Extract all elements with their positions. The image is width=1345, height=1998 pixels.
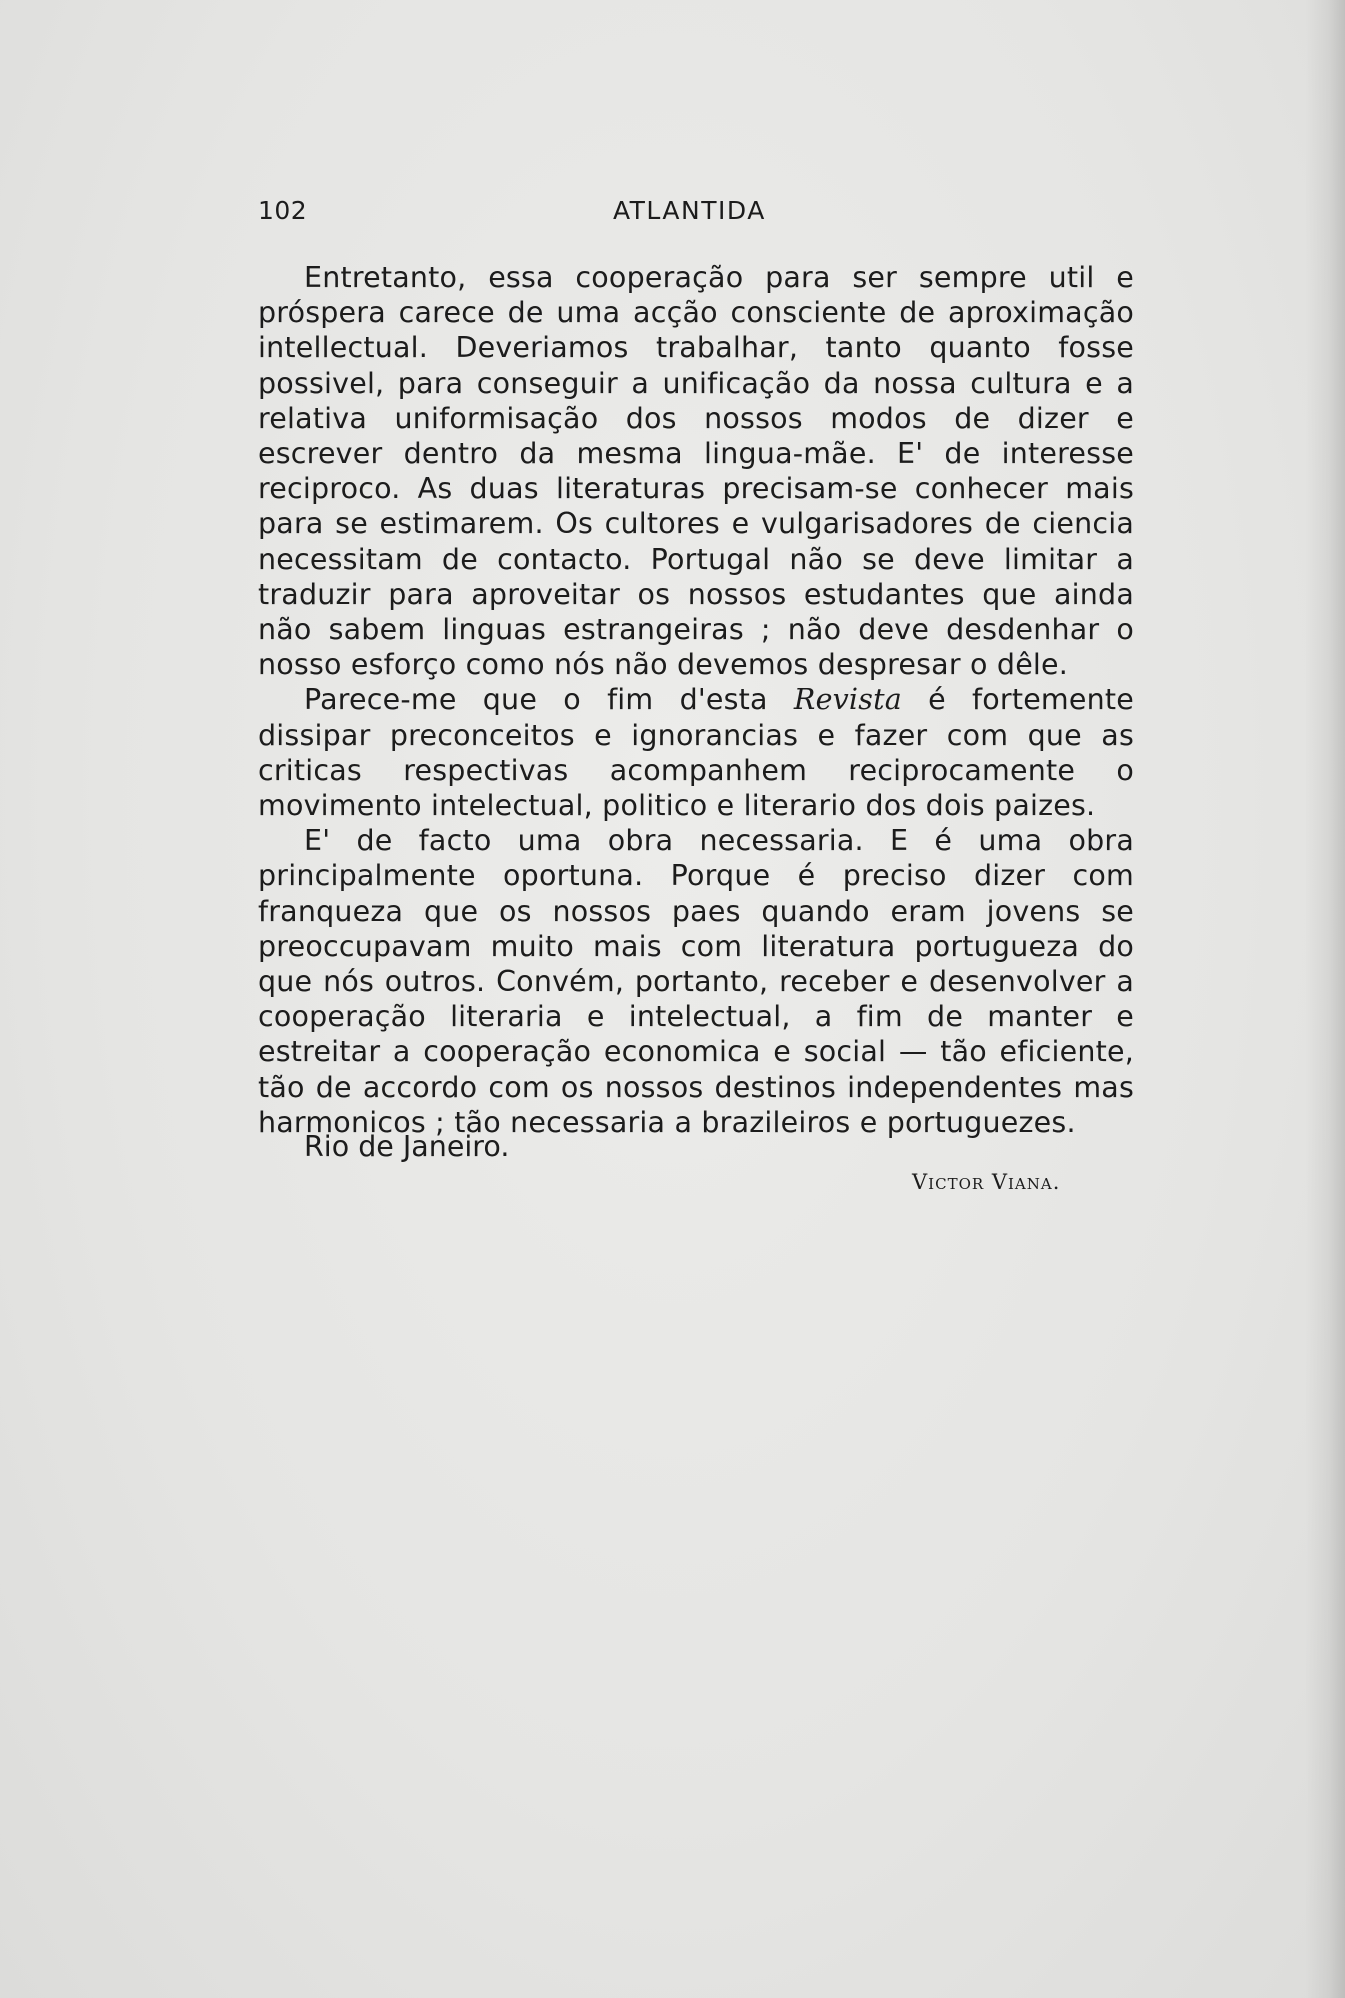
- place-line: Rio de Janeiro.: [304, 1130, 510, 1163]
- paragraph-2: [258, 682, 1134, 823]
- journal-title: ATLANTIDA: [613, 196, 766, 225]
- running-head: [258, 196, 1138, 232]
- spine-shadow: [1305, 0, 1345, 1998]
- paragraph-2-start: Parece-me que o fim d'esta: [304, 683, 794, 717]
- article-body: [258, 260, 1134, 1140]
- paragraph-3: E' de facto uma obra necessaria. E é uma obra principalmente oportuna. Porque é preciso dizer com franqueza que os nossos paes quando eram jovens se preoccupavam muito mais com literatura portugueza do que nós outros. Convém, portanto, receber e desenvolver a cooperação literaria e intelectual, a fim de manter e estreitar a cooperação economica e social — tão eficiente, tão de accordo com os nossos destinos independentes mas harmonicos ; tão necessaria a brazileiros e portuguezes.: [258, 824, 1134, 1139]
- journal-name-italic: Revista: [793, 683, 902, 717]
- author-signature: Victor Viana.: [912, 1170, 1061, 1194]
- paragraph-2-end: é fortemente dissipar preconceitos e ignorancias e fazer com que as criticas respectivas acompanhem reciprocamente o movimento intelectual, politico e literario dos dois paizes.: [258, 683, 1134, 823]
- paragraph-1: Entretanto, essa cooperação para ser sempre util e próspera carece de uma acção consciente de aproximação intellectual. Deveriamos trabalhar, tanto quanto fosse possivel, para conseguir a unificação da nossa cultura e a relativa uniformisação dos nossos modos de dizer e escrever dentro da mesma lingua-mãe. E' de interesse reciproco. As duas literaturas precisam-se conhecer mais para se estimarem. Os cultores e vulgarisadores de ciencia necessitam de contacto. Portugal não se deve limitar a traduzir para aproveitar os nossos estudantes que ainda não sabem linguas estrangeiras ; não deve desdenhar o nosso esforço como nós não devemos despresar o dêle.: [258, 261, 1134, 682]
- page-number: 102: [258, 196, 308, 225]
